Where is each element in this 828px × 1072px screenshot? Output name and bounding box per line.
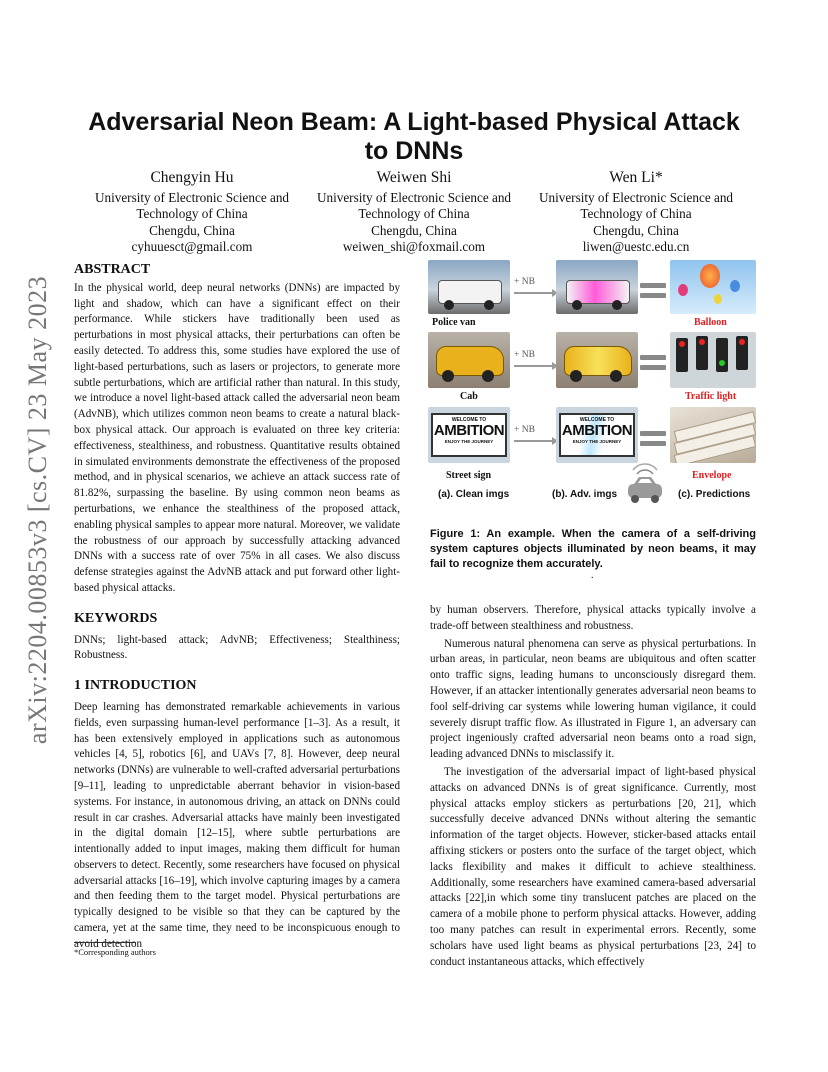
street-sign-clean-image — [428, 407, 510, 463]
arxiv-sidebar — [18, 260, 58, 760]
equals-icon — [640, 354, 666, 372]
sign-main-text: AMBITION — [561, 422, 633, 439]
arrow-icon — [514, 292, 554, 294]
row-label-street-sign: Street sign — [446, 470, 492, 481]
keywords-heading: KEYWORDS — [74, 610, 158, 626]
cab-clean-image — [428, 332, 510, 388]
author-block-2 — [299, 170, 529, 256]
author-email: liwen@uestc.edu.cn — [582, 239, 690, 254]
prediction-label-balloon: Balloon — [694, 317, 727, 328]
introduction-heading: 1 INTRODUCTION — [74, 678, 197, 694]
author-email: weiwen_shi@foxmail.com — [342, 239, 486, 254]
paragraph: The investigation of the adversarial impact of light-based physical attacks on advanced DNNs is of great significance. Currently, most physical attacks employ stickers as perturbations [20, 21], which successfully deceive advanced DNNs without altering the semantic information of the target objects. However, sticker-based attacks entail affixing stickers or posters onto the surface of the target object, which lacks flexibility and makes it difficult to achieve stealthiness. Additionally, some researchers have examined camera-based adversarial attacks [22],in which some tiny translucent patches are placed on the camera of a mobile phone to perform physical attacks. However, adding too many patches can result in experimental errors. Recently, some scholars have used light beams as physical perturbations [23, 24] to conduct instantaneous attacks, which effectively — [430, 765, 756, 968]
traffic-light-prediction-image — [670, 332, 756, 388]
author-affiliation: Technology of China — [358, 206, 470, 221]
sign-top-text: WELCOME TO — [451, 417, 487, 423]
footnote: *Corresponding authors — [74, 947, 156, 957]
left-column — [74, 262, 400, 953]
figure-caption: Figure 1: An example. When the camera of a self-driving system captures objects illuminated by neon beams, it may fail to recognize them accurately. — [430, 528, 756, 570]
author-affiliation: University of Electronic Science and — [316, 189, 512, 205]
arrow-icon — [514, 365, 554, 367]
column-label-adversarial: (b). Adv. imgs — [552, 489, 617, 500]
street-sign-adversarial-image — [556, 407, 638, 463]
self-driving-car-icon — [620, 462, 670, 506]
police-van-adversarial-image — [556, 260, 638, 314]
footnote-rule — [74, 942, 136, 943]
author-block-1 — [77, 170, 307, 256]
sign-bottom-text: ENJOY THE JOURNEY — [572, 439, 622, 444]
cab-adversarial-image — [556, 332, 638, 388]
balloon-prediction-image — [670, 260, 756, 314]
author-affiliation: University of Electronic Science and — [538, 189, 734, 205]
author-block-3 — [521, 170, 751, 256]
paragraph: by human observers. Therefore, physical attacks typically involve a trade-off between stealthiness and robustness. — [430, 604, 756, 632]
nb-label: + NB — [514, 350, 535, 360]
stray-dot: . — [591, 570, 594, 581]
right-column — [430, 603, 756, 970]
author-name: Chengyin Hu — [150, 169, 234, 186]
prediction-label-envelope: Envelope — [692, 470, 732, 481]
envelope-prediction-image — [670, 407, 756, 463]
prediction-label-traffic-light: Traffic light — [685, 391, 737, 402]
row-label-police-van: Police van — [432, 317, 476, 328]
author-city: Chengdu, China — [371, 222, 457, 238]
keywords-text: DNNs; light-based attack; AdvNB; Effectiveness; Stealthiness; Robustness. — [74, 633, 400, 662]
abstract-text: In the physical world, deep neural networks (DNNs) are impacted by light and shadow, which can have a significant effect on their performance. While stickers have traditionally been used as perturbations in most physical attacks, their perturbations can often be easily detected. To address this, some studies have explored the use of light-based perturbations, such as lasers or projectors, to generate more subtle perturbations, which are artificial rather than natural. In this study, we introduce a novel light-based attack called the adversarial neon beam (AdvNB), which utilizes common neon beams to create a natural black-box physical attack. Our approach is evaluated on three key criteria: effectiveness, stealthiness, and robustness. Quantitative results obtained in simulated environments demonstrate the effectiveness of the proposed method, and in physical scenarios, we achieve an attack success rate of 81.82%, surpassing the baseline. By using common neon beams as perturbations, we enhance the stealthiness of the proposed attack, enabling physical samples to appear more natural. Moreover, we validate the robustness of our approach by successfully attacking advanced DNNs with a success rate of over 75% in all cases. We also discuss defense strategies against the AdvNB attack and put forward other light-based physical attacks. — [74, 281, 400, 594]
nb-label: + NB — [514, 425, 535, 435]
author-name: Wen Li* — [609, 169, 663, 186]
introduction-text: Deep learning has demonstrated remarkable achievements in various fields, even surpassing human-level performance [1–3]. As a result, it has been extensively employed in applications such as autonomous vehicles [4, 5], robotics [6], and UAVs [7, 8]. However, deep neural networks (DNNs) are vulnerable to well-crafted adversarial perturbations [9–11], leading to unpredictable aberrant behavior in vision-based systems. For instance, in autonomous driving, an attack on DNNs could result in car crashes. Adversarial attacks have mainly been investigated in the digital domain [12–15], where subtle perturbations are intentionally added to input images, making them difficult for human observers to detect. Recently, some researchers have focused on physical adversarial attacks [16–19], which involve capturing images by a camera and then feeding them to the target model. Physical perturbations are typically designed to be visible so that they can be captured by the camera, yet at the same time, they need to be inconspicuous enough to avoid detection — [74, 700, 400, 950]
police-van-clean-image — [428, 260, 510, 314]
paper-title: Adversarial Neon Beam: A Light-based Physical Attack to DNNs — [88, 108, 740, 165]
arrow-icon — [514, 440, 554, 442]
arxiv-identifier: arXiv:2204.00853v3 [cs.CV] 23 May 2023 — [23, 275, 52, 745]
sign-top-text: WELCOME TO — [579, 417, 615, 423]
abstract-heading: ABSTRACT — [74, 262, 151, 277]
equals-icon — [640, 430, 666, 448]
row-label-cab: Cab — [460, 391, 478, 402]
author-city: Chengdu, China — [593, 222, 679, 238]
author-city: Chengdu, China — [149, 222, 235, 238]
sign-main-text: AMBITION — [433, 422, 505, 439]
author-name: Weiwen Shi — [376, 169, 452, 186]
column-label-predictions: (c). Predictions — [678, 489, 751, 500]
author-affiliation: Technology of China — [580, 206, 692, 221]
author-affiliation: Technology of China — [136, 206, 248, 221]
column-label-clean: (a). Clean imgs — [438, 489, 510, 500]
author-email: cyhuuesct@gmail.com — [131, 239, 253, 254]
sign-bottom-text: ENJOY THE JOURNEY — [444, 439, 494, 444]
figure-1 — [426, 260, 758, 510]
paragraph: Numerous natural phenomena can serve as physical perturbations. In urban areas, in particular, neon beams are ubiquitous and often scatter onto traffic signs, leading humans to unconsciously disregard them. However, if an attacker intentionally generates adversarial neon beams to fool self-driving car systems while lowering human vigilance, it could severely disrupt traffic flow. As illustrated in Figure 1, an adversary can project ingeniously crafted adversarial neon beams onto a road sign, leading advanced DNNs to misclassify it. — [430, 637, 756, 761]
nb-label: + NB — [514, 277, 535, 287]
equals-icon — [640, 282, 666, 300]
author-affiliation: University of Electronic Science and — [94, 189, 290, 205]
